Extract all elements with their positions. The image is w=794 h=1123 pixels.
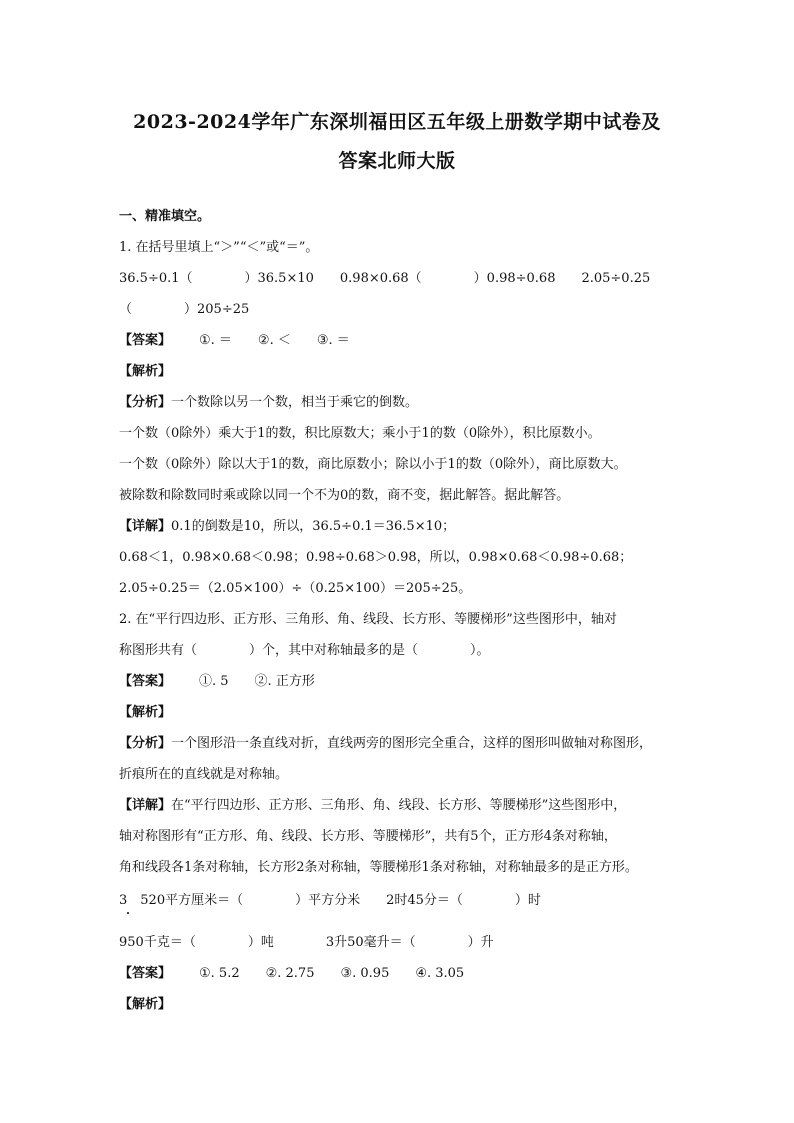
document-title-line1: 2023-2024学年广东深圳福田区五年级上册数学期中试卷及 (133, 111, 661, 133)
q2-detail2: 轴对称图形有“正方形、角、线段、长方形、等腰梯形”，共有5个，正方形4条对称轴， (119, 829, 617, 844)
detail-text: 在“平行四边形、正方形、三角形、角、线段、长方形、等腰梯形”这些图形中， (171, 798, 627, 813)
q1-rule2: 一个数（0除外）除以大于1的数，商比原数小；除以小于1的数（0除外），商比原数大。 (119, 457, 627, 472)
q1-items-line1: 36.5÷0.1（ ）36.5×10 0.98×0.68（ ）0.98÷0.68 2.05÷0.25 (119, 271, 651, 286)
fenxi-text: 一个图形沿一条直线对折，直线两旁的图形完全重合，这样的图形叫做轴对称图形， (171, 736, 653, 751)
fenxi-tag: 【分析】 (119, 736, 172, 751)
q2-fenxi1 (119, 736, 652, 752)
answer-tag: 【答案】 (119, 966, 172, 981)
section-heading: 一、精准填空。 (119, 209, 211, 224)
answer-tag: 【答案】 (119, 674, 172, 689)
q3-stem1: 3 520平方厘米＝（ ）平方分米 2时45分＝（ ）时 (119, 893, 541, 908)
q1-stem: 1. 在括号里填上“＞”“＜”或“＝”。 (119, 240, 319, 255)
q2-detail3: 角和线段各1条对称轴，长方形2条对称轴，等腰梯形1条对称轴，对称轴最多的是正方形。 (119, 860, 638, 875)
q2-fenxi2: 折痕所在的直线就是对称轴。 (119, 767, 289, 782)
q1-items-line2: （ ）205÷25 (119, 302, 250, 317)
q2-analysis-tag: 【解析】 (119, 705, 172, 720)
document-title-line2: 答案北师大版 (338, 150, 456, 172)
q1-rule1: 一个数（0除外）乘大于1的数，积比原数大；乘小于1的数（0除外），积比原数小。 (119, 426, 601, 441)
q2-stem1: 2. 在“平行四边形、正方形、三角形、角、线段、长方形、等腰梯形”这些图形中，轴对 (119, 612, 617, 627)
fenxi-text: 一个数除以另一个数，相当于乘它的倒数。 (171, 395, 419, 410)
fenxi-tag: 【分析】 (119, 395, 172, 410)
q1-fenxi (119, 395, 418, 411)
q2-answer (119, 674, 315, 690)
q1-rule3: 被除数和除数同时乘或除以同一个不为0的数，商不变，据此解答。据此解答。 (119, 488, 570, 503)
q1-detail2: 0.68＜1，0.98×0.68＜0.98；0.98÷0.68＞0.98，所以，0.98×0.68＜0.98÷0.68； (119, 550, 633, 565)
answer-tag: 【答案】 (119, 333, 172, 348)
q1-analysis-tag: 【解析】 (119, 364, 172, 379)
detail-text: 0.1的倒数是10，所以，36.5÷0.1＝36.5×10； (171, 519, 456, 534)
q3-answer (119, 966, 464, 982)
answer-text: ①. 5 ②. 正方形 (199, 674, 315, 689)
answer-text: ①. 5.2 ②. 2.75 ③. 0.95 ④. 3.05 (199, 966, 465, 981)
q2-stem2: 称图形共有（ ）个，其中对称轴最多的是（ ）。 (119, 643, 490, 658)
q1-answer (119, 333, 350, 349)
q1-detail3: 2.05÷0.25＝（2.05×100）÷（0.25×100）＝205÷25。 (119, 581, 472, 596)
q1-detail1 (119, 519, 455, 535)
q2-detail1 (119, 798, 626, 814)
detail-tag: 【详解】 (119, 519, 172, 534)
q3-analysis-tag: 【解析】 (119, 997, 172, 1012)
answer-text: ①. ＝ ②. ＜ ③. ＝ (199, 333, 350, 348)
q3-stem2: 950千克＝（ ）吨 3升50毫升＝（ ）升 (119, 935, 494, 950)
detail-tag: 【详解】 (119, 798, 172, 813)
stray-dot-mark (127, 912, 129, 914)
